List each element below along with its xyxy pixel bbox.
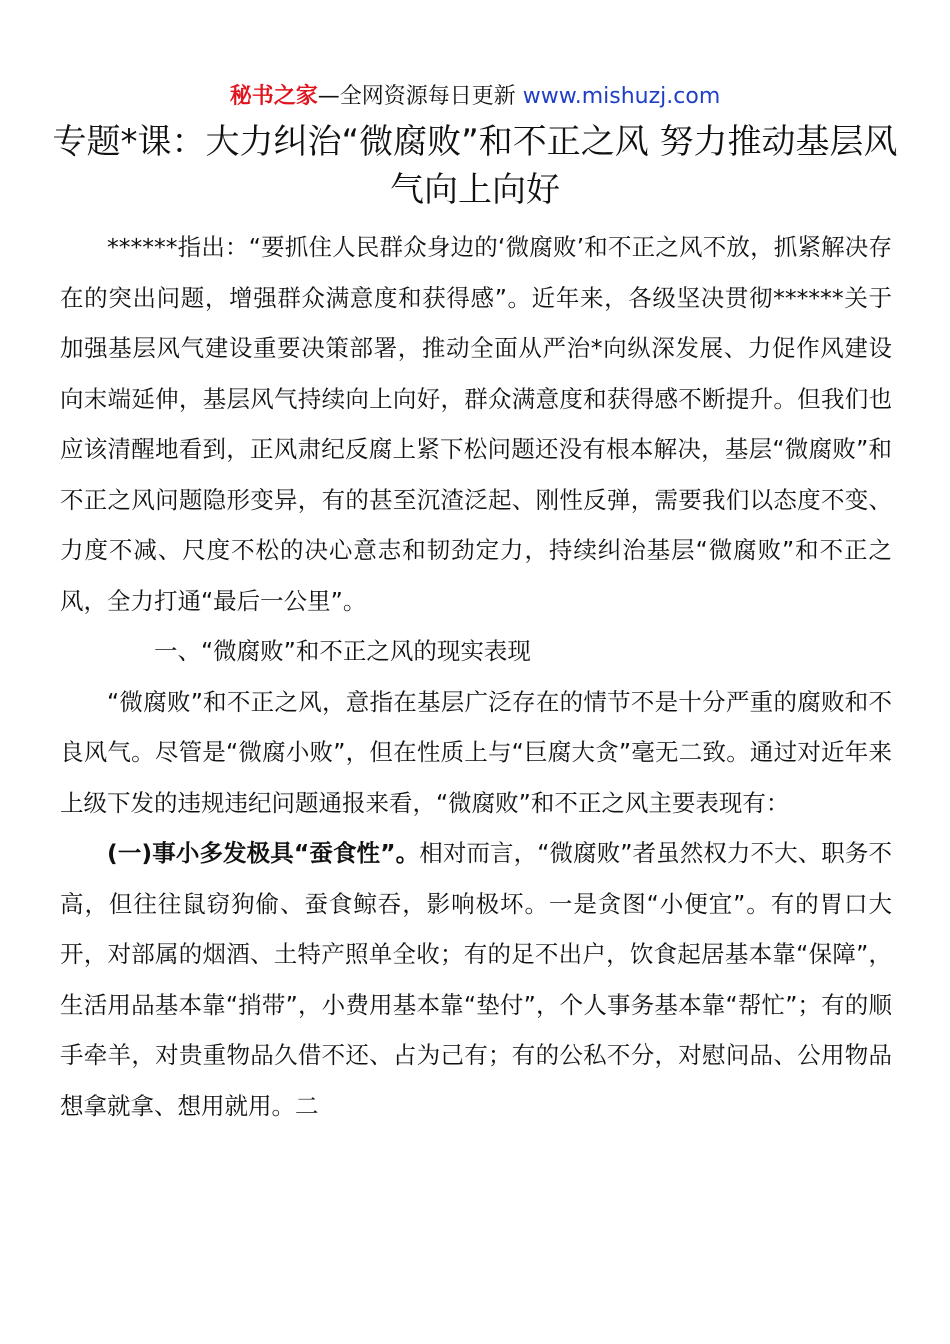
paragraph-intro: ******指出：“要抓住人民群众身边的‘微腐败’和不正之风不放，抓紧解决存在的突出问题，增强群众满意度和获得感”。近年来，各级坚决贯彻******关于加强基层风气建设重要决策部署，推动全面从严治*向纵深发展、力促作风建设向末端延伸，基层风气持续向上向好，群众满意度和获得感不断提升。但我们也应该清醒地看到，正风肃纪反腐上紧下松问题还没有根本解决，基层“微腐败”和不正之风问题隐形变异，有的甚至沉渣泛起、刚性反弹，需要我们以态度不变、力度不减、尺度不松的决心意志和韧劲定力，持续纠治基层“微腐败”和不正之风，全力打通“最后一公里”。 (60, 233, 892, 615)
paragraph-point-one (60, 828, 892, 1131)
section-heading-text: 一、“微腐败”和不正之风的现实表现 (154, 637, 531, 665)
point-one-text: 相对而言，“微腐败”者虽然权力不大、职务不高，但往往鼠窃狗偷、蚕食鲸吞，影响极坏。一是贪图“小便宜”。有的胃口大开，对部属的烟酒、土特产照单全收；有的足不出户，饮食起居基本靠“保障”，生活用品基本靠“捎带”，小费用基本靠“垫付”，个人事务基本靠“帮忙”；有的顺手牵羊，对贵重物品久借不还、占为己有；有的公私不分，对慰问品、公用物品想拿就拿、想用就用。二 (60, 839, 892, 1120)
document-title: 专题*课：大力纠治“微腐败”和不正之风 努力推动基层风气向上向好 (52, 122, 898, 210)
point-one-lead: (一)事小多发极具“蚕食性”。 (107, 839, 420, 867)
site-slogan: —全网资源每日更新 (317, 84, 516, 109)
section-heading (60, 626, 892, 677)
site-url-link[interactable]: www.mishuzj.com (522, 84, 721, 109)
paragraph-definition: “微腐败”和不正之风，意指在基层广泛存在的情节不是十分严重的腐败和不良风气。尽管是“微腐小败”，但在性质上与“巨腐大贪”毫无二致。通过对近年来上级下发的违规违纪问题通报来看，“微腐败”和不正之风主要表现有： (60, 687, 892, 817)
document-body (60, 222, 892, 1131)
site-header (0, 80, 950, 114)
brand-name: 秘书之家 (229, 84, 318, 109)
